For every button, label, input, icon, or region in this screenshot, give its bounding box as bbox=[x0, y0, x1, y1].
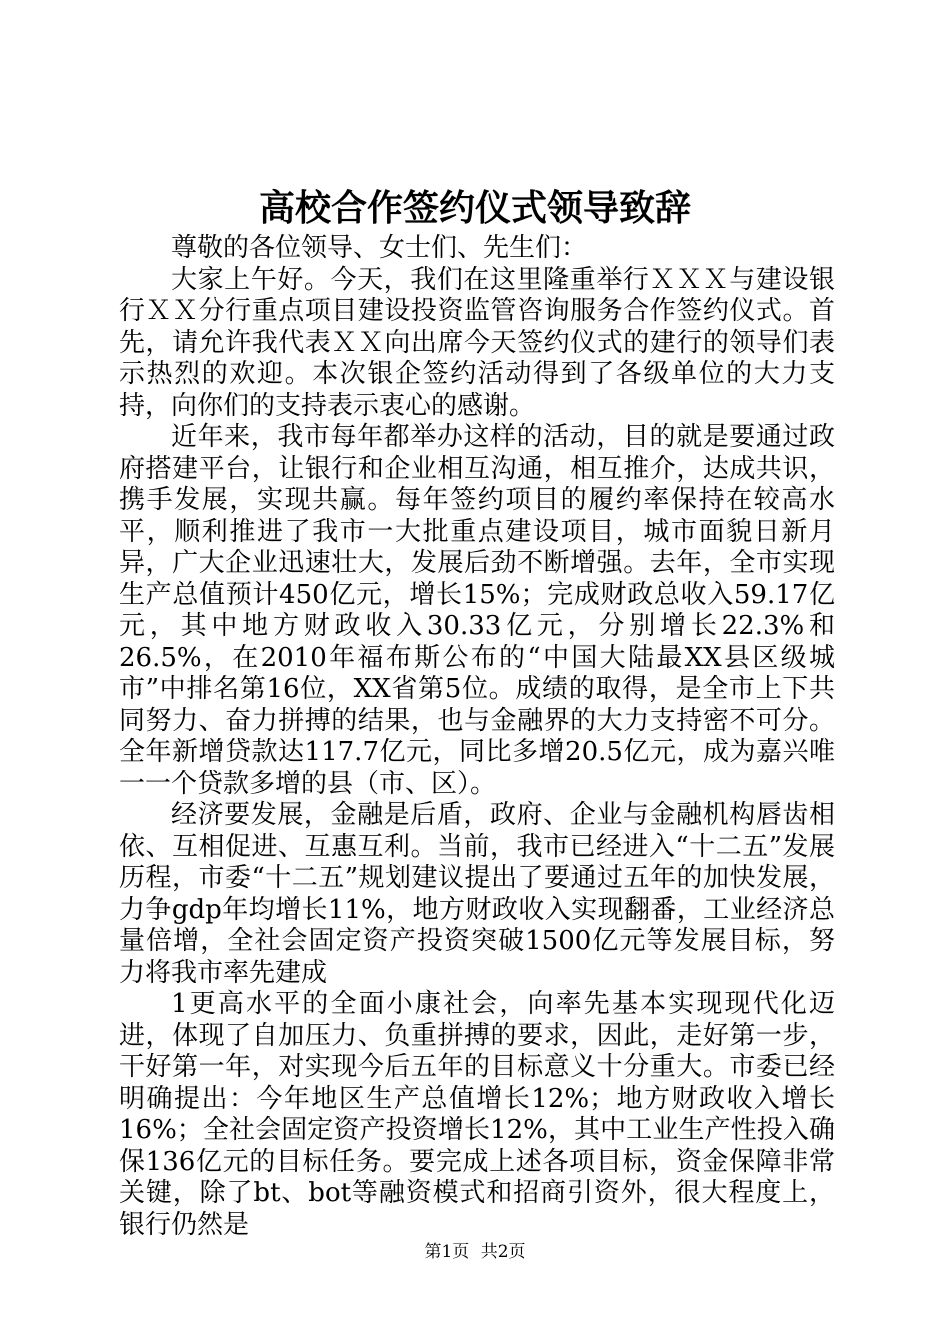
salutation-paragraph: 尊敬的各位领导、女士们、先生们： bbox=[171, 233, 588, 263]
body-paragraph: 近年来，我市每年都举办这样的活动，目的就是要通过政府搭建平台，让银行和企业相互沟通，相互推介，达成共识，携手发展，实现共赢。每年签约项目的履约率保持在较高水平，顺利推进了我市一大批重点建设项目，城市面貌日新月异，广大企业迅速壮大，发展后劲不断增强。去年，全市实现生产总值预计450亿元，增长15%；完成财政总收入59.17亿元，其中地方财政收入30.33亿元，分别增长22.3%和26.5%，在2010年福布斯公布的“中国大陆最XX县区级城市”中排名第16位，XX省第5位。成绩的取得，是全市上下共同努力、奋力拼搏的结果，也与金融界的大力支持密不可分。全年新增贷款达117.7亿元，同比多增20.5亿元，成为嘉兴唯一一个贷款多增的县（市、区）。 bbox=[119, 422, 835, 799]
page-number: 第1页 bbox=[424, 1242, 470, 1262]
page-total: 共2页 bbox=[480, 1242, 526, 1262]
document-title: 高校合作签约仪式领导致辞 bbox=[258, 187, 691, 229]
body-paragraph: 1更高水平的全面小康社会，向率先基本实现现代化迈进，体现了自加压力、负重拼搏的要求，因此，走好第一步，干好第一年，对实现今后五年的目标意义十分重大。市委已经明确提出：今年地区生产总值增长12%；地方财政收入增长16%；全社会固定资产投资增长12%，其中工业生产性投入确保136亿元的目标任务。要完成上述各项目标，资金保障非常关键，除了bt、bot等融资模式和招商引资外，很大程度上，银行仍然是 bbox=[119, 989, 835, 1240]
document-body bbox=[119, 233, 835, 1241]
page-footer bbox=[0, 1240, 950, 1264]
body-paragraph: 经济要发展，金融是后盾，政府、企业与金融机构唇齿相依、互相促进、互惠互利。当前，我市已经进入“十二五”发展历程，市委“十二五”规划建议提出了要通过五年的加快发展，力争gdp年均增长11%，地方财政收入实现翻番，工业经济总量倍增，全社会固定资产投资突破1500亿元等发展目标，努力将我市率先建成 bbox=[119, 800, 835, 988]
body-paragraph: 大家上午好。今天，我们在这里隆重举行ＸＸＸ与建设银行ＸＸ分行重点项目建设投资监管咨询服务合作签约仪式。首先，请允许我代表ＸＸ向出席今天签约仪式的建行的领导们表示热烈的欢迎。本次银企签约活动得到了各级单位的大力支持，向你们的支持表示衷心的感谢。 bbox=[119, 264, 835, 421]
